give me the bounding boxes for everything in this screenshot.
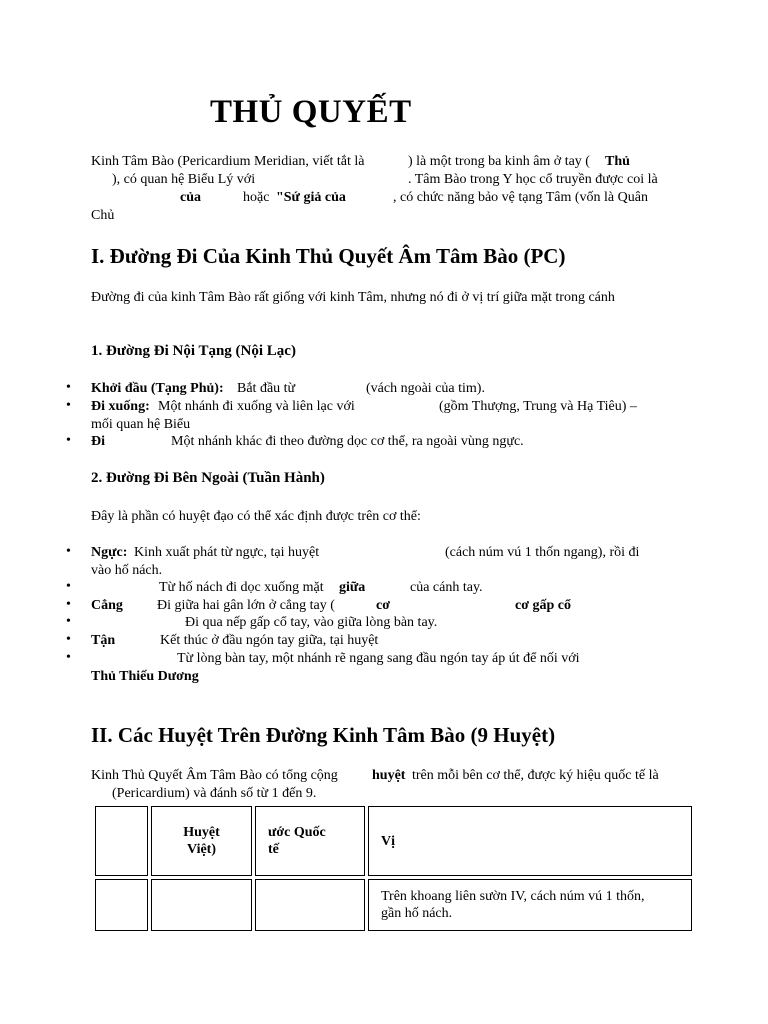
intro-text: ), có quan hệ Biểu Lý với [112,172,256,187]
intro-text: , có chức năng bảo vệ tạng Tâm (vốn là Quân [393,190,648,205]
list-item-text: Một nhánh đi xuống và liên lạc với [158,399,355,414]
list-item-label: Cẳng [91,598,123,613]
list-item-text-bold: Thủ Thiếu Dương [91,669,199,684]
intro-text: hoặc [243,190,270,205]
intro-text-bold: của [180,190,201,205]
cell-text: ước Quốc [268,825,326,840]
subsection-heading: 2. Đường Đi Bên Ngoài (Tuần Hành) [91,470,325,486]
list-item-label: Tận [91,633,116,648]
intro-text: ) là một trong ba kinh âm ở tay ( [408,154,590,169]
section-description: Đường đi của kinh Tâm Bào rất giống với kinh Tâm, nhưng nó đi ở vị trí giữa mặt trong cánh [91,290,615,305]
list-item-label: Ngực: [91,545,128,560]
list-item-label: Đi xuống: [91,399,150,414]
list-item-text: Một nhánh khác đi theo đường dọc cơ thể, ra ngoài vùng ngực. [171,434,524,449]
list-item-text: Kinh xuất phát từ ngực, tại huyệt [134,545,320,560]
cell-text: Vị [381,833,395,849]
table-row [95,879,692,931]
table-header-row [95,806,692,876]
list-item-text: mối quan hệ Biểu [91,417,191,432]
bullet-dot: • [66,632,71,647]
subsection-description: Đây là phần có huyệt đạo có thể xác định được trên cơ thể: [91,509,421,524]
list-item-text-bold: cơ gấp cổ [515,598,571,613]
table-header-cell [255,806,365,876]
intro-text: Kinh Tâm Bào (Pericardium Meridian, viết tắt là [91,154,365,169]
intro-text: Chủ [91,208,115,223]
list-item-text: Từ lòng bàn tay, một nhánh rẽ ngang sang đầu ngón tay áp út để nối với [177,651,580,666]
section-text: (Pericardium) và đánh số từ 1 đến 9. [112,786,317,801]
list-item-text-bold: cơ [376,598,390,613]
section-heading: I. Đường Đi Của Kinh Thủ Quyết Âm Tâm Bào (PC) [91,244,566,268]
cell-text: Huyệt [183,825,220,840]
bullet-dot: • [66,597,71,612]
bullet-dot: • [66,544,71,559]
table-header-cell [368,806,692,876]
list-item-text: Đi giữa hai gân lớn ở cẳng tay ( [157,598,335,613]
table-header-cell [151,806,252,876]
acupoint-table [92,803,695,934]
table-cell [368,879,692,931]
list-item-text: (vách ngoài của tim). [366,381,485,396]
list-item-text: của cánh tay. [410,580,483,595]
list-item-text: Từ hố nách đi dọc xuống mặt [159,580,324,595]
intro-text-bold: Thủ [605,154,630,169]
bullet-dot: • [66,614,71,629]
section-heading: II. Các Huyệt Trên Đường Kinh Tâm Bào (9 Huyệt) [91,723,556,747]
bullet-dot: • [66,433,71,448]
bullet-dot: • [66,579,71,594]
cell-text: Trên khoang liên sườn IV, cách núm vú 1 thốn, [381,889,645,904]
list-item-text: (cách núm vú 1 thốn ngang), rồi đi [445,545,640,560]
list-item-text: (gồm Thượng, Trung và Hạ Tiêu) – [439,399,637,414]
subsection-heading: 1. Đường Đi Nội Tạng (Nội Lạc) [91,343,296,359]
list-item-text: Kết thúc ở đầu ngón tay giữa, tại huyệt [160,633,379,648]
list-item-text: Đi qua nếp gấp cổ tay, vào giữa lòng bàn tay. [185,615,438,630]
table-cell [95,879,148,931]
page-title: THỦ QUYẾT [210,94,412,130]
bullet-dot: • [66,398,71,413]
list-item-text: Bắt đầu từ [237,381,296,396]
table-cell [255,879,365,931]
intro-text: . Tâm Bào trong Y học cổ truyền được coi là [408,172,658,187]
list-item-text-bold: giữa [339,580,366,595]
bullet-dot: • [66,650,71,665]
bullet-dot: • [66,380,71,395]
list-item-text: vào hố nách. [91,563,163,578]
cell-text: Việt) [186,842,217,857]
table-cell [95,806,148,876]
intro-text-bold: "Sứ giả của [276,190,346,205]
table-cell [151,879,252,931]
cell-text: tế [268,842,279,857]
section-text-bold: huyệt [372,768,406,783]
section-text: trên mỗi bên cơ thể, được ký hiệu quốc tế là [412,768,659,783]
cell-text: gần hố nách. [381,906,453,921]
list-item-label: Đi [91,434,105,449]
list-item-label: Khởi đầu (Tạng Phủ): [91,381,224,396]
section-text: Kinh Thủ Quyết Âm Tâm Bào có tổng cộng [91,768,338,783]
